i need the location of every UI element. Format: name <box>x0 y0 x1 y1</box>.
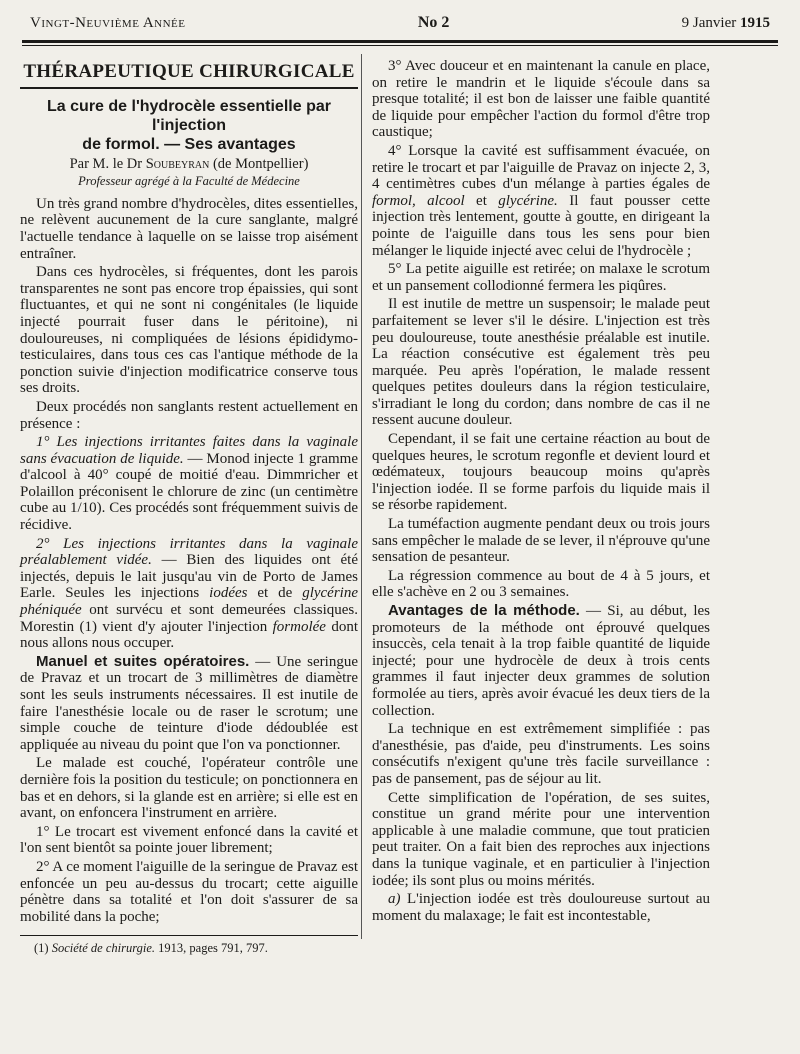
paragraph: Un très grand nombre d'hydrocèles, dites essentielles, ne relèvent aucunement de la cure sanglante, malgré l'actuelle tendance à laquelle on se laisse trop aisément entraîner. <box>20 195 358 262</box>
header-rule <box>22 40 778 46</box>
paragraph: 3° Avec douceur et en maintenant la canule en place, on retire le mandrin et le liquide s'écoule dans sa presque totalité; il est bon de laisser une faible quantité de liquide pour empêcher l'action du formol d'être trop caustique; <box>372 58 710 141</box>
footnote-rule <box>20 935 358 936</box>
paragraph: Avantages de la méthode. — Si, au début, les promoteurs de la méthode ont éprouvé quelques insuccès, cela tenait à la trop faible quantité de liquide injecté; pour une hydrocèle de deux à trois cents grammes il faut injecter deux grammes de solution formolée au tiers, après avoir évacué les deux tiers de la collection. <box>372 602 711 719</box>
column-divider <box>361 54 362 939</box>
subheading: Avantages de la méthode. <box>388 602 580 619</box>
paragraph: 4° Lorsque la cavité est suffisamment évacuée, on retire le trocart et par l'aiguille de Pravaz on injecte 2, 3, 4 centimètres cubes d'un mélange à parties égales de formol, alcool et glycérine. Il faut pousser cette injection très lentement, goutte à goutte, en dirigeant la pointe de l'aiguille dans tous les sens pour bien mélanger le liquide injecté avec celui de l'hydrocèle ; <box>372 142 710 259</box>
paragraph: Deux procédés non sanglants restent actuellement en présence : <box>20 398 358 432</box>
paragraph: Il est inutile de mettre un suspensoir; le malade peut parfaitement se lever s'il le désire. L'injection est très peu douloureuse, toute anesthésie préalable est inutile. La réaction consécutive est également très peu marquée. Peu après l'opération, le malade ressent quelques petites douleurs dans la région testiculaire, s'irradiant le long du cordon; dans nombre de cas il ne ressent aucune douleur. <box>372 296 710 429</box>
issue-number: No 2 <box>417 14 450 31</box>
right-column <box>372 58 710 926</box>
paragraph: Cependant, il se fait une certaine réaction au bout de quelques heures, le scrotum regonfle et devient lourd et œdémateux, toujours beaucoup moins qu'après l'injection iodée. Il se forme parfois du liquide mais il se résorbe rapidement. <box>372 431 710 514</box>
paragraph: 1° Les injections irritantes faites dans la vaginale sans évacuation de liquide. — Monod injecte 1 gramme d'alcool à 40° coupé de moitié d'eau. Dimmricher et Polaillon préconisent le chlorure de zinc (un centimètre cube au 1/10). Ces procédés sont fréquemment suivis de récidive. <box>20 434 358 534</box>
paragraph: Dans ces hydrocèles, si fréquentes, dont les parois transparentes ne sont pas encore trop épaissies, qui sont fluctuantes, et qui ne sont ni congénitales (le liquide injecté pourrait fuser dans le péritoine), ni douloureuses, ni compliquées de lésions épididymo-testiculaires, dans tous ces cas l'antique méthode de la ponction suivie d'injection modificatrice conserve tous ses droits. <box>20 264 358 397</box>
footnote: (1) Société de chirurgie. 1913, pages 791, 797. <box>34 941 268 956</box>
byline: Par M. le Dr Soubeyran (de Montpellier) <box>69 155 309 172</box>
paragraph: 2° A ce moment l'aiguille de la seringue de Pravaz est enfoncée un peu au-dessus du trocart; cette aiguille pénètre dans sa totalité et l'on doit s'assurer de sa mobilité dans la poche; <box>20 858 358 925</box>
paragraph: La tuméfaction augmente pendant deux ou trois jours sans empêcher le malade de se lever, il n'éprouve qu'une sensation de pesanteur. <box>372 516 710 566</box>
author-name: Soubeyran <box>145 155 210 172</box>
paragraph: 2° Les injections irritantes dans la vaginale préalablement vidée. — Bien des liquides ont été injectés, depuis le lait jusqu'au vin de Porto de James Earle. Seules les injections iodées et de glycérine phéniquée ont survécu et sont demeurées classiques. Morestin (1) vient d'y ajouter l'injection formolée dont nous allons nous occuper. <box>20 535 358 652</box>
paragraph: Manuel et suites opératoires. — Une seringue de Pravaz et un trocart de 3 millimètres de diamètre sont les seuls instruments nécessaires. Il est inutile de faire l'anesthésie locale ou de raser le scrotum; une simple couche de teinture d'iode dédoublée est appliquée au niveau du point que l'on va ponctionner. <box>20 652 358 753</box>
section-title: THÉRAPEUTIQUE CHIRURGICALE <box>20 58 358 89</box>
paragraph: La technique en est extrêmement simplifiée : pas d'anesthésie, pas d'aide, peu d'instruments. Les soins consécutifs n'exigent qu'une très facile surveillance : pas de pansement, pas de séjour au lit. <box>372 721 710 787</box>
paragraph: Le malade est couché, l'opérateur contrôle une dernière fois la position du testicule; on ponctionnera en bas et en dehors, si la glande est en arrière; si elle est en avant, on enfoncera l'instrument en arrière. <box>20 755 358 822</box>
paragraph: a) L'injection iodée est très douloureuse surtout au moment du malaxage; le fait est incontestable, <box>372 891 710 924</box>
running-header <box>30 14 770 38</box>
paragraph: Cette simplification de l'opération, de ses suites, constitue un grand mérite pour une intervention applicable à une maladie commune, que tout praticien peut traiter. On a fait bien des reproches aux injections dans la tunique vaginale, et en particulier à l'injection iodée; ils sont plus ou moins mérités. <box>372 789 710 889</box>
volume-year: Vingt-Neuvième Année <box>30 15 186 31</box>
article-title: La cure de l'hydrocèle essentielle par l'injection de formol. — Ses avantages <box>47 97 331 153</box>
paragraph: 5° La petite aiguille est retirée; on malaxe le scrotum et un pansement collodionné fermera les piqûres. <box>372 261 710 294</box>
author-affiliation: Professeur agrégé à la Faculté de Médecine <box>78 174 300 189</box>
issue-date: 9 Janvier 1915 <box>681 15 770 31</box>
paragraph: 1° Le trocart est vivement enfoncé dans la cavité et l'on sent bientôt sa pointe jouer librement; <box>20 823 358 857</box>
paragraph: La régression commence au bout de 4 à 5 jours, et elle s'achève en 2 ou 3 semaines. <box>372 567 710 601</box>
left-column <box>20 58 358 959</box>
subheading: Manuel et suites opératoires. <box>36 652 250 670</box>
